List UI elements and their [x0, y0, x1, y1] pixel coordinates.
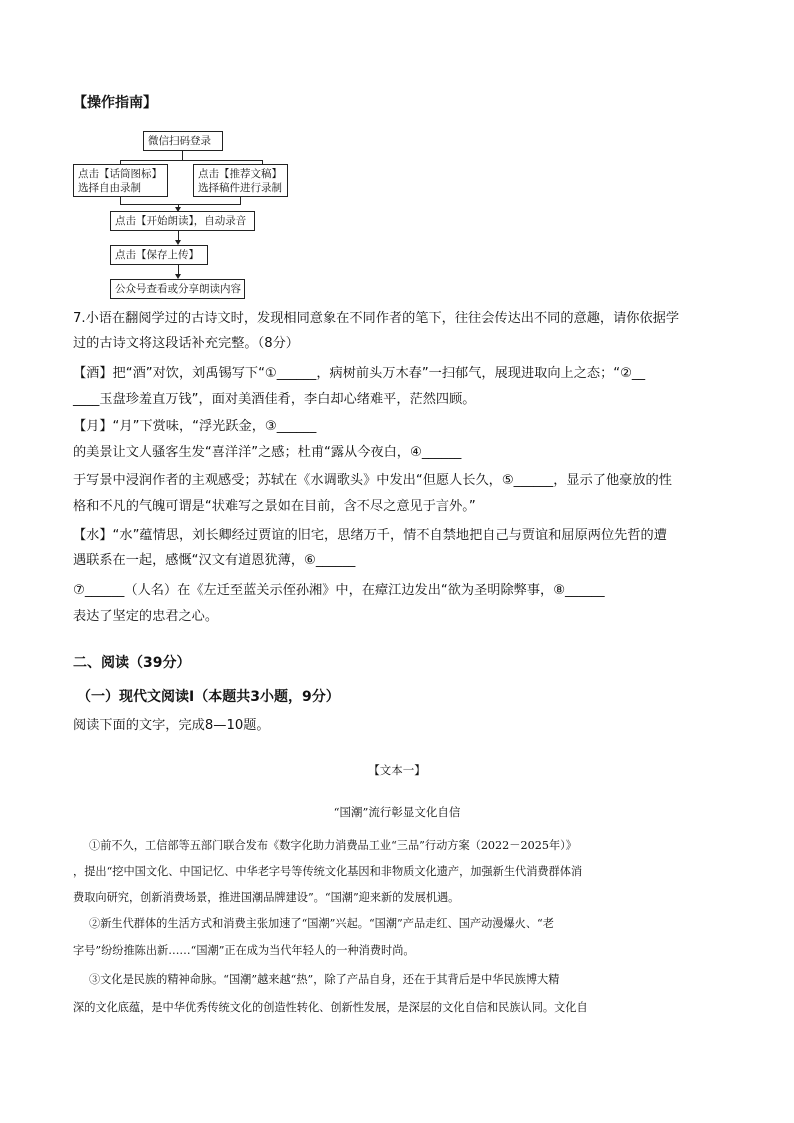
- text-label: 【文本一】: [368, 763, 426, 777]
- q7-line: 遇联系在一起，感慨“汉文有道恩犹薄，⑥______: [73, 553, 356, 568]
- q7-line: 7.小语在翻阅学过的古诗文时，发现相同意象在不同作者的笔下，往往会传达出不同的意趣，请你依据学: [73, 311, 680, 326]
- flow-step-start-reading: 点击【开始朗读】，自动录音: [110, 211, 255, 231]
- q7-line: 格和不凡的气魄可谓是“状难写之景如在目前，含不尽之意见于言外。”: [73, 499, 476, 514]
- article-line: 深的文化底蕴，是中华优秀传统文化的创造性转化、创新性发展，是深层的文化自信和民族认同。文化自: [73, 1001, 588, 1014]
- q7-line: 于写景中浸润作者的主观感受；苏轼在《水调歌头》中发出“但愿人长久，⑤______，显示了他豪放的性: [73, 473, 672, 488]
- q7-line: 过的古诗文将这段话补充完整。（8分）: [73, 336, 299, 351]
- subsection-title: （一）现代文阅读Ⅰ（本题共3小题，9分）: [77, 689, 340, 705]
- article-line: ①前不久，工信部等五部门联合发布《数字化助力消费品工业“三品”行动方案（2022－2025年）》: [89, 839, 577, 852]
- article-title: “国潮”流行彰显文化自信: [333, 805, 461, 819]
- instruction-text: 阅读下面的文字，完成8—10题。: [73, 718, 270, 733]
- q7-line: 【月】“月”下赏味，“浮光跃金，③______: [73, 419, 317, 434]
- article-line: 字号”纷纷推陈出新……“国潮”正在成为当代年轻人的一种消费时尚。: [73, 944, 415, 957]
- article-line: ②新生代群体的生活方式和消费主张加速了“国潮”兴起。“国潮”产品走红、国产动漫爆火、“老: [89, 917, 554, 930]
- q7-line: ⑦______（人名）在《左迁至蓝关示侄孙湘》中，在瘴江边发出“欲为圣明除弊事，⑧______: [73, 583, 605, 598]
- q7-line: 的美景让文人骚客生发“喜洋洋”之感；杜甫“露从今夜白，④______: [73, 445, 462, 460]
- guide-title: 【操作指南】: [73, 95, 157, 111]
- q7-line: 【水】“水”蕴情思，刘长卿经过贾谊的旧宅，思绪万千，情不自禁地把自己与贾谊和屈原两位先哲的遭: [73, 528, 667, 543]
- q7-line: 【酒】把“酒”对饮，刘禹锡写下“①______，病树前头万木春”一扫郁气，展现进取向上之态；“②__: [73, 366, 646, 381]
- article-line: ，提出“挖中国文化、中国记忆、中华老字号等传统文化基因和非物质文化遗产，加强新生代消费群体消: [73, 865, 583, 878]
- flow-branch-left: 点击【话筒图标】 选择自由录制: [73, 164, 168, 197]
- article-line: 费取向研究，创新消费场景，推进国潮品牌建设”。“国潮”迎来新的发展机遇。: [73, 891, 460, 904]
- flow-step-login: 微信扫码登录: [143, 131, 223, 151]
- article-line: ③文化是民族的精神命脉。“国潮”越来越“热”，除了产品自身，还在于其背后是中华民族博大精: [89, 973, 560, 986]
- flow-branch-right: 点击【推荐文稿】 选择稿件进行录制: [193, 164, 288, 197]
- flow-step-share: 公众号查看或分享朗读内容: [110, 279, 245, 299]
- q7-line: 表达了坚定的忠君之心。: [73, 609, 219, 624]
- flow-step-save-upload: 点击【保存上传】: [110, 245, 208, 265]
- section-title: 二、阅读（39分）: [73, 655, 191, 671]
- q7-line: ____玉盘珍羞直万钱”，面对美酒佳肴，李白却心绪难平，茫然四顾。: [73, 392, 476, 407]
